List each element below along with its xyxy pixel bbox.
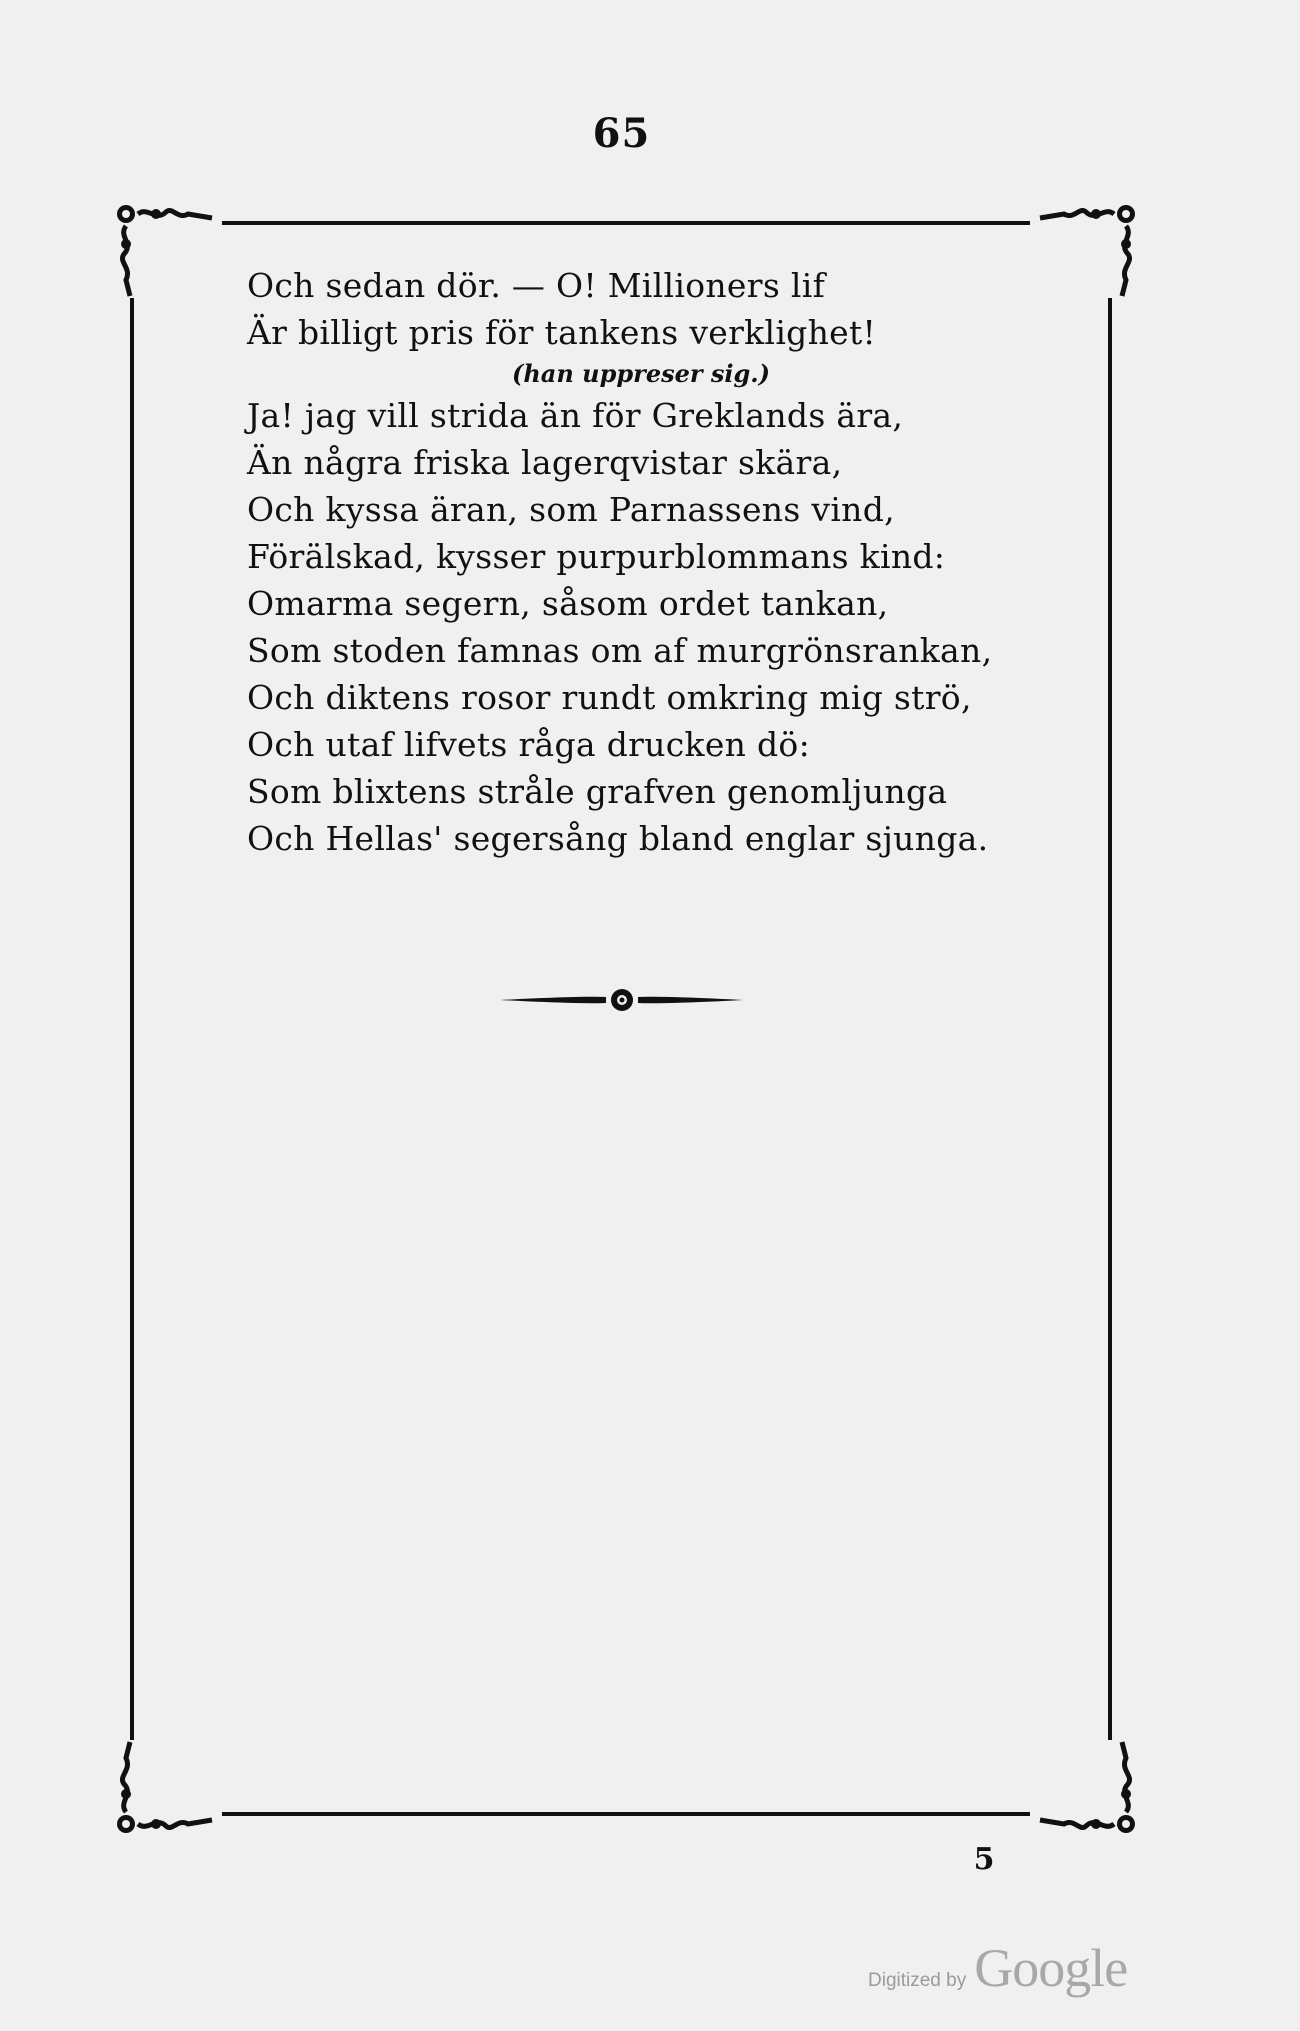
poem-line: Som stoden famnas om af murgrönsrankan, [247, 631, 993, 670]
floral-corner-icon [112, 1738, 222, 1838]
poem-line: Och utaf lifvets råga drucken dö: [247, 725, 811, 764]
signature-mark: 5 [973, 1842, 995, 1877]
watermark-brand: Google [974, 1938, 1128, 1998]
poem-line: Och sedan dör. — O! Millioners lif [247, 266, 826, 305]
poem-line: Omarma segern, såsom ordet tankan, [247, 584, 889, 623]
poem-line: Och Hellas' segersång bland englar sjunga. [247, 819, 989, 858]
floral-corner-icon [1030, 1738, 1140, 1838]
poem-line: Ja! jag vill strida än för Greklands ära, [247, 396, 904, 435]
poem-text [247, 262, 1007, 862]
rosette-divider-icon [498, 988, 746, 1012]
floral-corner-icon [1030, 200, 1140, 300]
poem-line: Och diktens rosor rundt omkring mig strö, [247, 678, 972, 717]
poem-line: Förälskad, kysser purpurblommans kind: [247, 537, 946, 576]
poem-line: Som blixtens stråle grafven genomljunga [247, 772, 948, 811]
poem-line: Är billigt pris för tankens verklighet! [247, 313, 877, 352]
floral-corner-icon [112, 200, 222, 300]
poem-line: Än några friska lagerqvistar skära, [247, 443, 843, 482]
digitized-watermark [868, 1937, 1127, 1999]
page-number: 65 [592, 110, 651, 157]
poem-line: Och kyssa äran, som Parnassens vind, [247, 490, 895, 529]
stage-direction: (han uppreser sig.) [512, 359, 770, 388]
watermark-prefix: Digitized by [868, 1970, 967, 1991]
